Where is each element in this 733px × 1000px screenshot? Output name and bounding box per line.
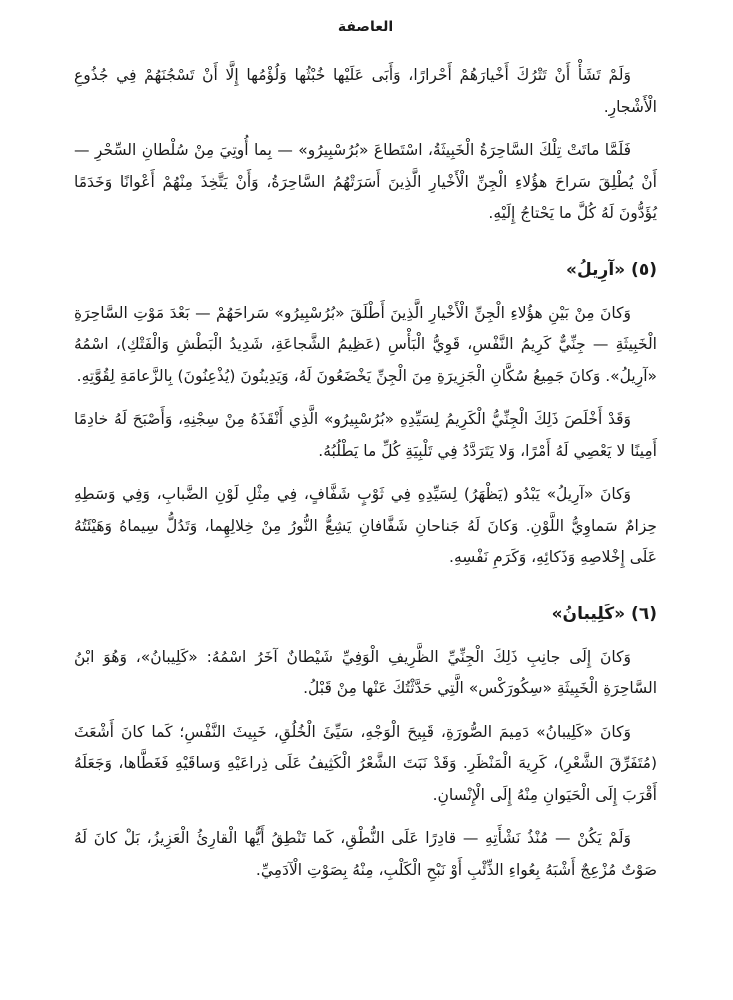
running-header: العاصفة <box>337 19 394 35</box>
paragraph-gap <box>74 123 657 135</box>
paragraph: وَكانَ «آرِيلُ» يَبْدُو (يَظْهَرُ) لِسَيِّدِهِ فِي ثَوْبٍ شَفَّافٍ، فِي مِثْلِ لَوْنِ الضَّبابِ، وَفِي وَسَطِهِ حِزامٌ سَماوِيُّ اللَّوْنِ. وَكانَ لَهُ جَناحانِ شَفَّافانِ يَشِعُّ النُّورُ مِنْ خِلالِهِما، وَتَدُلُّ سِيماهُ وَهَيْئَتُهُ عَلَى إِخْلاصِهِ وَذَكائِهِ، وَكَرَمِ نَفْسِهِ. <box>74 485 657 566</box>
paragraph-gap <box>74 811 657 823</box>
paragraph: وَلَمْ يَكُنْ — مُنْذُ نَشْأَتِهِ — قادِرًا عَلَى النُّطْقِ، كَما تَنْطِقُ أَيُّها الْقارِئُ الْعَزِيزُ، بَلْ كانَ لَهُ صَوْتٌ مُزْعِجٌ أَشْبَهُ بِعُواءِ الذِّئْبِ أَوْ نَبْحِ الْكَلْبِ، مِنْهُ بِصَوْتِ الْآدَمِيِّ. <box>74 829 657 879</box>
paragraph: فَلَمَّا ماتَتْ تِلْكَ السَّاحِرَةُ الْخَبِيثَةُ، اسْتَطاعَ «بُرُسْبِيرُو» — بِما أُوتِيَ مِنْ سُلْطانِ السِّحْرِ — أَنْ يُطْلِقَ سَراحَ هؤُلاءِ الْجِنِّ الْأَخْيارِ الَّذِينَ أَسَرَتْهُمُ السَّاحِرَةُ، وَأَنْ يَتَّخِذَ مِنْهُمْ أَعْوانًا وَخَدَمًا يُؤَدُّونَ لَهُ كُلَّ ما يَحْتاجُ إِلَيْهِ. <box>74 141 657 222</box>
paragraph-gap <box>74 467 657 479</box>
paragraph: وَقَدْ أَخْلَصَ ذَلِكَ الْجِنِّيُّ الْكَرِيمُ لِسَيِّدِهِ «بُرُسْبِيرُو» الَّذِي أَنْقَذَهُ مِنْ سِجْنِهِ، وَأَصْبَحَ لَهُ خادِمًا أَمِينًا لا يَعْصِي لَهُ أَمْرًا، وَلا يَتَرَدَّدُ فِي تَلْبِيَةِ كُلِّ ما يَطْلُبُهُ. <box>74 410 657 460</box>
section-heading-caliban: (٦) «كَلِيبانُ» <box>551 603 657 624</box>
section-heading-ariel: (٥) «آرِيلُ» <box>566 259 657 280</box>
section-gap <box>74 574 657 586</box>
section-gap <box>74 230 657 242</box>
paragraph: وَكانَ مِنْ بَيْنِ هؤُلاءِ الْجِنِّ الْأَخْيارِ الَّذِينَ أَطْلَقَ «بُرُسْبِيرُو» سَراحَهُمْ — بَعْدَ مَوْتِ السَّاحِرَةِ الْخَبِيثَةِ — جِنِّيٌّ كَرِيمُ النَّفْسِ، قَوِيُّ الْبَأْسِ (عَظِيمُ الشَّجاعَةِ، شَدِيدُ الْبَطْشِ وَالْفَتْكِ)، اسْمُهُ «آرِيلُ». وَكانَ جَمِيعُ سُكَّانِ الْجَزِيرَةِ مِنَ الْجِنِّ يَخْضَعُونَ لَهُ، وَيَدِينُونَ (يُذْعِنُونَ) بِالزَّعامَةِ لِقُوَّتِهِ. <box>74 303 657 385</box>
paragraph: وَكانَ إِلَى جانِبِ ذَلِكَ الْجِنِّيِّ الظَّرِيفِ الْوَفِيِّ شَيْطانٌ آخَرُ اسْمُهُ: «كَلِيبانُ»، وَهُوَ ابْنُ السَّاحِرَةِ الْخَبِيثَةِ «سِكُورَكْس» الَّتِي حَدَّثْتُكَ عَنْها مِنْ قَبْلُ. <box>74 647 657 697</box>
paragraph-gap <box>74 705 657 717</box>
paragraph: وَلَمْ تَشَأْ أَنْ تَتْرُكَ أَخْيارَهُمْ أَحْرارًا، وَأَبَى عَلَيْها خُبْثُها وَلُؤْمُها إِلَّا أَنْ تَسْجُنَهُمْ فِي جُذُوعِ الْأَشْجارِ. <box>74 66 657 116</box>
paragraph: وَكانَ «كَلِيبانُ» دَمِيمَ الصُّورَةِ، قَبِيحَ الْوَجْهِ، سَيِّئَ الْخُلُقِ، خَبِيثَ النَّفْسِ؛ كَما كانَ أَشْعَثَ (مُتَفَرِّقَ الشَّعْرِ)، كَرِيهَ الْمَنْظَرِ. وَقَدْ نَبَتَ الشَّعْرُ الْكَثِيفُ عَلَى ذِراعَيْهِ وَساقَيْهِ فَغَطَّاها، وَجَعَلَهُ أَقْرَبَ إِلَى الْحَيَوانِ مِنْهُ إِلَى الْإِنْسانِ. <box>74 722 657 804</box>
paragraph-gap <box>74 392 657 404</box>
